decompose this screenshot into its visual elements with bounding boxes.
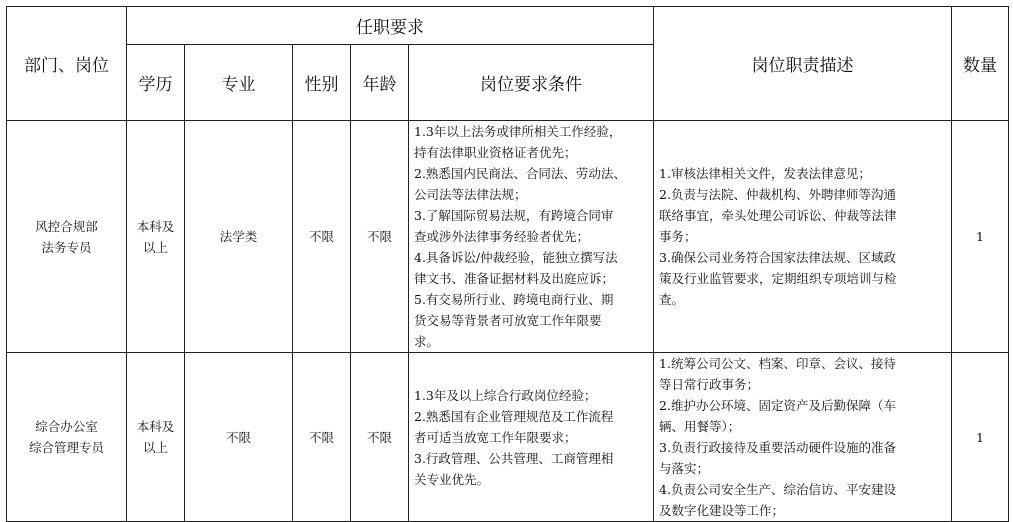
conditions-line: 2.熟悉国有企业管理规范及工作流程	[414, 408, 614, 424]
header-duties: 岗位职责描述	[654, 7, 952, 121]
conditions-line: 货交易等背景者可放宽工作年限要	[414, 313, 602, 328]
header-row-1	[7, 7, 1009, 45]
duties-line: 2.负责与法院、仲裁机构、外聘律师等沟通	[659, 187, 896, 202]
conditions-line: 求。	[414, 334, 440, 349]
duties-cell	[654, 353, 952, 522]
header-requirements-group: 任职要求	[127, 7, 654, 45]
header-gender: 性别	[293, 45, 351, 121]
conditions-line: 3.了解国际贸易法规，有跨境合同审	[414, 208, 614, 223]
duties-line: 联络事宜，牵头处理公司诉讼、仲裁等法律	[659, 208, 897, 223]
table-row	[7, 353, 1009, 522]
conditions-line: 5.有交易所行业、跨境电商行业、期	[414, 292, 614, 307]
conditions-line: 1.3年及以上综合行政岗位经验；	[414, 387, 597, 403]
major-cell: 法学类	[185, 121, 293, 353]
duties-line: 1.统筹公司公文、档案、印章、会议、接待	[659, 356, 896, 371]
quantity-cell: 1	[952, 353, 1009, 522]
dept-position-line: 风控合规部	[35, 218, 98, 234]
conditions-line: 2.熟悉国内民商法、合同法、劳动法、	[414, 166, 626, 181]
duties-line: 3.负责行政接待及重要活动硬件设施的准备	[659, 440, 896, 455]
conditions-line: 3.行政管理、公共管理、工商管理相	[414, 450, 614, 466]
duties-line: 与落实；	[659, 461, 710, 476]
table-row	[7, 121, 1009, 353]
conditions-line: 关专业优先。	[414, 471, 490, 487]
conditions-line: 公司法等法律法规；	[414, 187, 527, 202]
dept-position-line: 综合管理专员	[28, 440, 104, 455]
duties-line: 及数字化建设等工作；	[659, 503, 785, 518]
duties-line: 3.确保公司业务符合国家法律法规、区域政	[659, 250, 896, 265]
job-requirements-table	[6, 6, 1009, 522]
conditions-line: 4.具备诉讼/仲裁经验，能独立撰写法	[414, 250, 618, 265]
header-dept-position: 部门、岗位	[7, 7, 127, 121]
education-cell	[127, 353, 185, 522]
duties-line: 查。	[659, 292, 685, 307]
education-line: 本科及	[136, 419, 175, 434]
header-major: 专业	[185, 45, 293, 121]
education-line: 以上	[142, 440, 168, 455]
quantity-cell: 1	[952, 121, 1009, 353]
age-cell: 不限	[351, 353, 409, 522]
duties-line: 策及行业监管要求，定期组织专项培训与检	[659, 271, 897, 286]
conditions-line: 持有法律职业资格证者优先；	[414, 145, 577, 160]
dept-position-cell	[7, 121, 127, 353]
duties-line: 2.维护办公环境、固定资产及后勤保障（车	[659, 398, 896, 413]
dept-position-line: 综合办公室	[35, 419, 98, 434]
conditions-line: 者可适当放宽工作年限要求；	[414, 429, 577, 445]
conditions-line: 律文书、准备证据材料及出庭应诉；	[414, 271, 615, 286]
header-quantity: 数量	[952, 7, 1009, 121]
conditions-cell	[409, 121, 654, 353]
duties-cell	[654, 121, 952, 353]
conditions-line: 查或涉外法律事务经验者优先；	[414, 229, 590, 244]
header-conditions: 岗位要求条件	[409, 45, 654, 121]
gender-cell: 不限	[293, 121, 351, 353]
dept-position-cell	[7, 353, 127, 522]
conditions-cell	[409, 353, 654, 522]
gender-cell: 不限	[293, 353, 351, 522]
dept-position-line: 法务专员	[41, 239, 92, 255]
duties-line: 辆、用餐等）；	[659, 419, 741, 434]
duties-line: 等日常行政事务；	[659, 377, 760, 392]
duties-line: 1.审核法律相关文件，发表法律意见；	[659, 166, 871, 181]
age-cell: 不限	[351, 121, 409, 353]
major-cell: 不限	[185, 353, 293, 522]
education-line: 本科及	[136, 218, 175, 234]
conditions-line: 1.3年以上法务或律所相关工作经验，	[414, 124, 622, 139]
header-age: 年龄	[351, 45, 409, 121]
education-cell	[127, 121, 185, 353]
education-line: 以上	[142, 239, 168, 255]
duties-line: 事务；	[659, 229, 697, 244]
duties-line: 4.负责公司安全生产、综治信访、平安建设	[659, 482, 896, 497]
header-education: 学历	[127, 45, 185, 121]
